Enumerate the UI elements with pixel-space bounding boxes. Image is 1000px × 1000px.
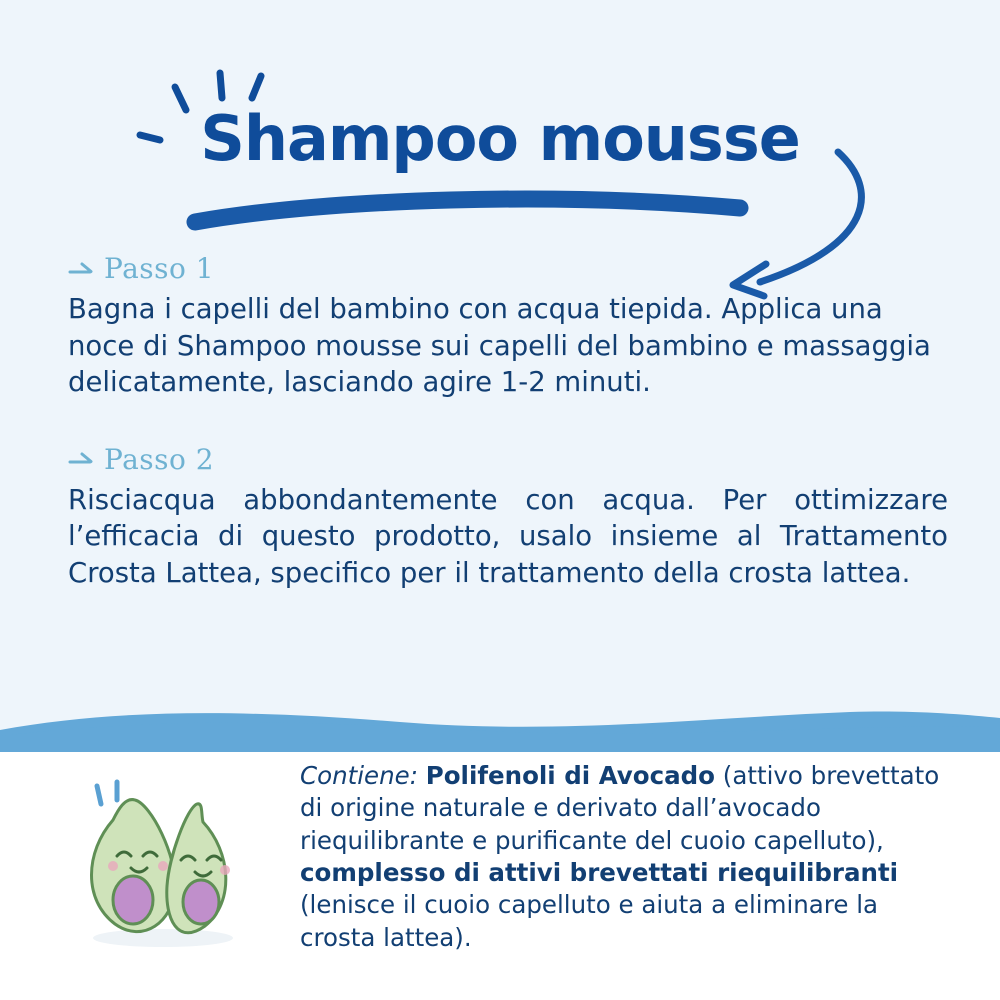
ingredient-1: Polifenoli di Avocado	[425, 761, 716, 790]
arrow-right-icon	[68, 449, 94, 469]
page-title: Shampoo mousse	[200, 102, 800, 175]
wave-divider	[0, 700, 1000, 760]
ingredient-2: complesso di attivi brevettati riequilibranti	[300, 857, 899, 887]
step-1-header	[68, 252, 948, 285]
step-2	[68, 443, 948, 592]
step-1-label: Passo 1	[104, 252, 215, 285]
ingredient-1-description: (attivo brevettato di origine naturale e derivato dall’avocado riequilibrante e purificante del cuoio capelluto),	[300, 761, 940, 855]
sparkle-lines-icon	[97, 782, 117, 804]
step-1-body: Bagna i capelli del bambino con acqua tiepida. Applica una noce di Shampoo mousse sui capelli del bambino e massaggia delicatamente, lasciando agire 1-2 minuti.	[68, 293, 931, 399]
step-1	[68, 252, 948, 401]
step-2-label: Passo 2	[104, 442, 215, 476]
ingredient-2-description: (lenisce il cuoio capelluto e aiuta a eliminare la crosta lattea).	[300, 890, 879, 952]
contains-label: Contiene:	[300, 761, 418, 790]
avocado-pair-icon	[55, 760, 275, 960]
steps-section	[68, 252, 948, 591]
step-2-body: Risciacqua abbondantemente con acqua. Per ottimizzare l’efficacia di questo prodotto, usalo insieme al Trattamento Crosta Lattea, specifico per il trattamento della crosta lattea.	[68, 483, 948, 589]
title-underline	[195, 199, 740, 222]
title-block	[0, 40, 1000, 260]
ingredients-text	[300, 760, 940, 954]
ingredients-panel	[0, 752, 1000, 1000]
arrow-right-icon	[68, 259, 94, 279]
step-2-header	[68, 443, 948, 476]
